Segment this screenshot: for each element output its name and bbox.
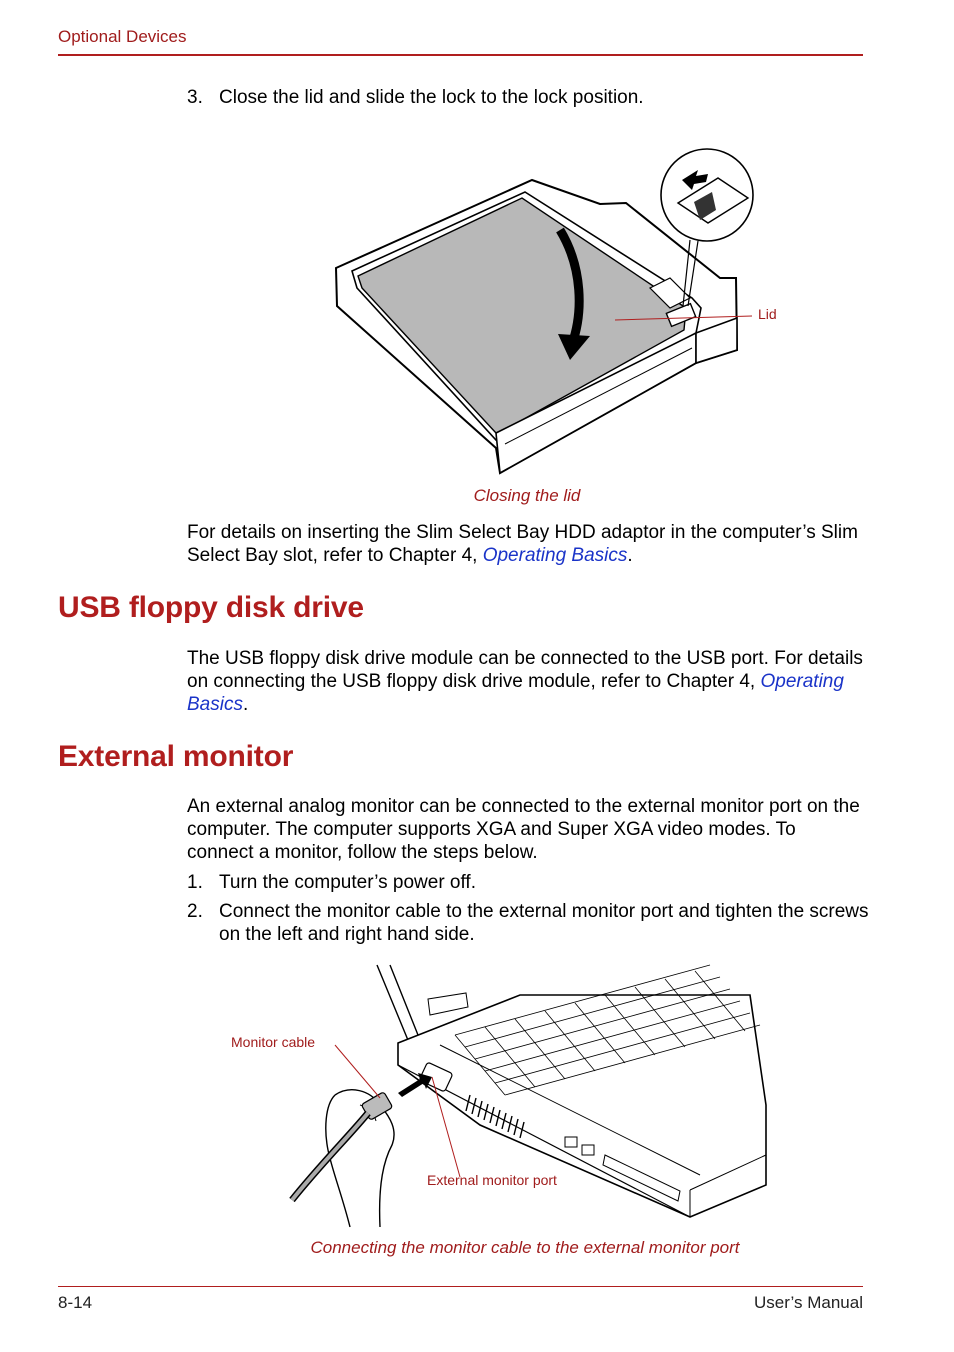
paragraph-text: For details on inserting the Slim Select Bay HDD adaptor in the computer’s Slim Select Bay slot, refer to Chapter 4, <box>187 522 858 566</box>
external-monitor-port-callout: External monitor port <box>427 1172 557 1188</box>
running-header: Optional Devices <box>58 27 187 46</box>
header-rule <box>58 54 863 56</box>
figure-caption: Closing the lid <box>473 486 581 505</box>
step-number: 2. <box>187 901 203 922</box>
page-number: 8-14 <box>58 1293 93 1312</box>
details-paragraph <box>187 521 877 567</box>
closing-lid-illustration <box>300 128 800 478</box>
figure-caption: Connecting the monitor cable to the external monitor port <box>310 1238 740 1257</box>
external-monitor-paragraph: An external analog monitor can be connected to the external monitor port on the computer. The computer supports XGA and Super XGA video modes. To connect a monitor, follow the steps below. <box>187 796 860 863</box>
footer-rule <box>58 1286 863 1287</box>
external-monitor-heading: External monitor <box>58 740 294 773</box>
step-number: 1. <box>187 872 203 893</box>
step-text: Turn the computer’s power off. <box>219 872 476 893</box>
manual-title: User’s Manual <box>754 1293 863 1312</box>
paragraph-text: The USB floppy disk drive module can be connected to the USB port. For details on connecting the USB floppy disk drive module, refer to Chapter 4, <box>187 648 863 692</box>
usb-floppy-heading: USB floppy disk drive <box>58 591 364 624</box>
lid-callout: Lid <box>758 306 777 322</box>
paragraph-end: . <box>242 694 249 715</box>
paragraph-end: . <box>627 545 633 566</box>
usb-floppy-paragraph <box>187 647 877 716</box>
operating-basics-link[interactable]: Operating Basics <box>482 545 628 566</box>
monitor-cable-illustration <box>280 955 770 1233</box>
step-text: Close the lid and slide the lock to the lock position. <box>219 87 644 108</box>
step-text: Connect the monitor cable to the external monitor port and tighten the screws on the left and right hand side. <box>219 901 869 945</box>
operating-basics-link[interactable]: Operating Basics <box>187 671 844 715</box>
step-number: 3. <box>187 87 203 108</box>
monitor-cable-callout: Monitor cable <box>231 1034 316 1050</box>
